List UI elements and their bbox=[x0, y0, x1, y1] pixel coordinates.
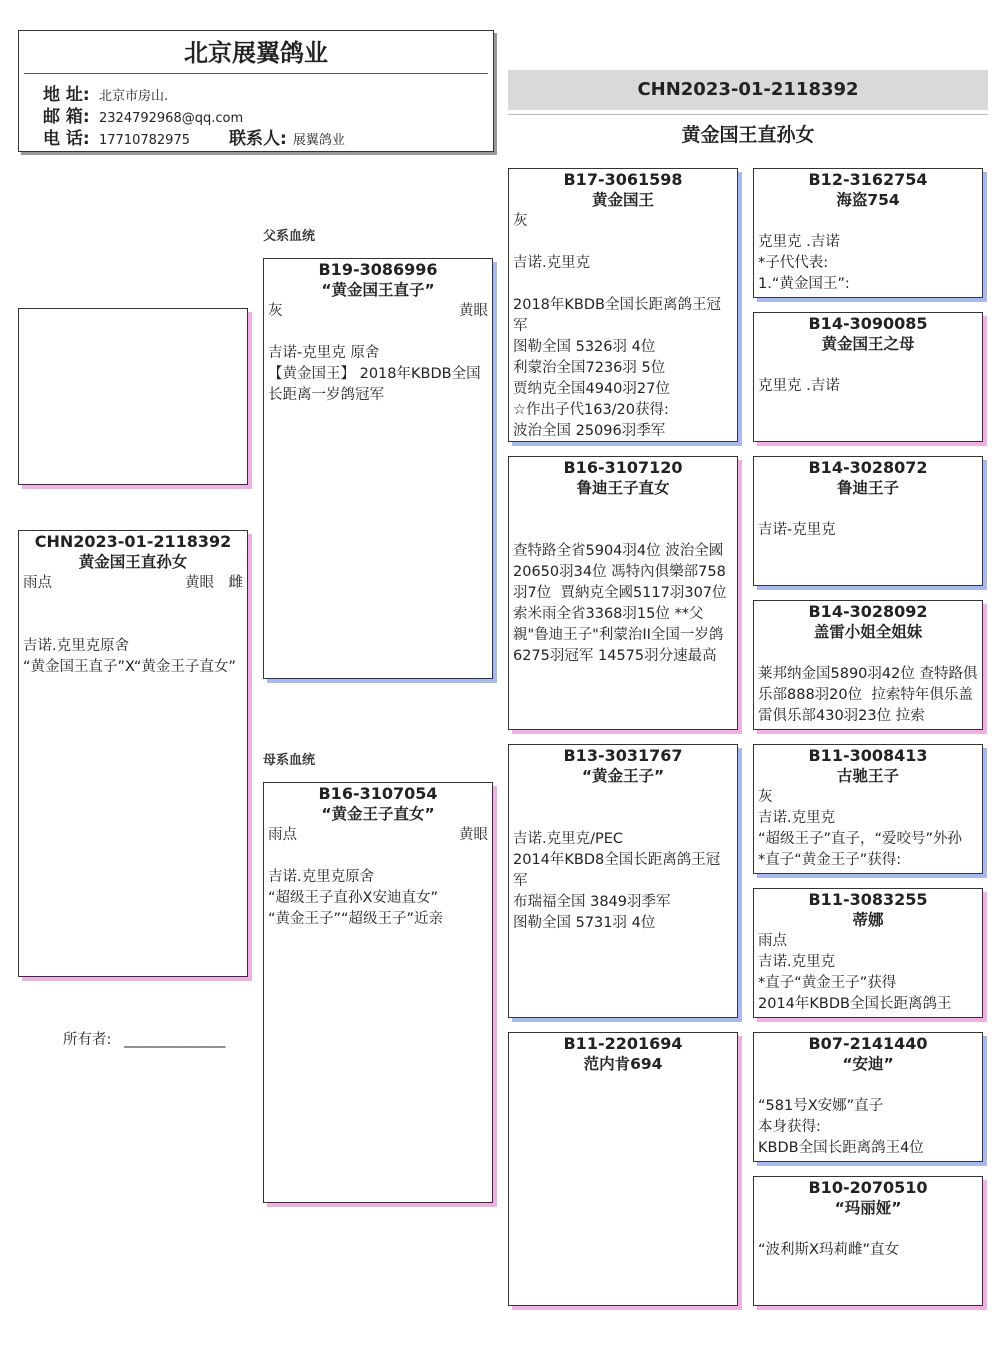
father-section-label: 父系血统 bbox=[263, 229, 316, 244]
pedigree-line bbox=[754, 643, 982, 664]
sire-line: 【黄金国王】 2018年KBDB全国长距离一岁鸽冠军 bbox=[268, 366, 481, 403]
pedigree-line bbox=[509, 787, 737, 808]
ring-number: B14-3028092 bbox=[808, 602, 928, 621]
sire-card bbox=[263, 258, 493, 679]
pedigree-line bbox=[509, 232, 737, 253]
pedigree-line bbox=[754, 1219, 982, 1240]
subject-name: 黄金国王直孙女 bbox=[78, 553, 188, 571]
bird-name: 黄金国王之母 bbox=[821, 335, 915, 353]
bird-name: 黄金国王 bbox=[591, 191, 654, 209]
pedigree-line bbox=[509, 274, 737, 295]
pedigree-line: 克里克 .吉诺 bbox=[758, 234, 840, 250]
pedigree-line bbox=[754, 1075, 982, 1096]
pedigree-line: 克里克 .吉诺 bbox=[758, 378, 840, 394]
dam-name: “黄金王子直女” bbox=[321, 805, 435, 823]
pedigree-line: 吉诺.克里克 bbox=[513, 255, 591, 271]
bird-name: 范内肯694 bbox=[583, 1055, 663, 1073]
pedigree-line: “581号X安娜”直子 bbox=[758, 1098, 884, 1114]
pedigree-line: *子代代表: bbox=[758, 255, 829, 271]
ring-number: B11-3083255 bbox=[808, 890, 928, 909]
pedigree-line: ☆作出子代163/20获得: bbox=[513, 402, 669, 418]
pedigree-line: 灰 bbox=[758, 789, 773, 805]
sire-sire-dam-card bbox=[753, 312, 983, 442]
subject-card bbox=[18, 530, 248, 977]
ring-number: B11-3008413 bbox=[808, 746, 928, 765]
sire-dam-dam-card bbox=[753, 600, 983, 730]
title-underline bbox=[508, 114, 988, 115]
ring-number: B11-2201694 bbox=[563, 1034, 683, 1053]
bird-name: 鲁迪王子直女 bbox=[576, 479, 670, 497]
dam-dam-sire-card bbox=[753, 1032, 983, 1162]
pedigree-line: 本身获得: bbox=[758, 1119, 821, 1135]
phone-value: 17710782975 bbox=[99, 133, 190, 148]
pedigree-line: 利蒙治全国7236羽 5位 bbox=[513, 360, 666, 376]
pedigree-line: 1.“黄金国王”: bbox=[758, 276, 850, 292]
dam-card bbox=[263, 782, 493, 1203]
pedigree-line bbox=[509, 520, 737, 541]
subject-line: 吉诺.克里克原舍 bbox=[23, 638, 130, 654]
pedigree-line bbox=[754, 499, 982, 520]
title-name: 黄金国王直孙女 bbox=[681, 124, 815, 146]
bird-name: “黄金王子” bbox=[581, 767, 665, 785]
pedigree-line: 吉诺-克里克 bbox=[758, 522, 836, 538]
pedigree-line: *直子“黄金王子”获得: bbox=[758, 852, 902, 868]
pedigree-line: 2014年KBD8全国长距离鸽王冠军 bbox=[513, 852, 721, 889]
bird-name: “玛丽娅” bbox=[834, 1199, 902, 1217]
address-value: 北京市房山. bbox=[99, 89, 169, 104]
pedigree-line: 莱邦纳金国5890羽42位 查特路俱乐部888羽20位 拉索特年俱乐盖雷俱乐部430羽23位 拉索 bbox=[758, 666, 978, 724]
bird-name: 蒂娜 bbox=[852, 911, 884, 929]
dam-eye: 黄眼 bbox=[459, 827, 488, 843]
pedigree-line: *直子“黄金王子”获得 bbox=[758, 975, 897, 991]
dam-sire-card bbox=[508, 744, 738, 1018]
contact-label: 联系人: bbox=[229, 129, 287, 149]
ring-number: B13-3031767 bbox=[563, 746, 683, 765]
ring-number: B17-3061598 bbox=[563, 170, 683, 189]
contact-value: 展翼鸽业 bbox=[292, 133, 345, 148]
phone-label: 电 话: bbox=[43, 129, 90, 149]
bird-name: 古驰王子 bbox=[836, 767, 899, 785]
bird-name: 盖雷小姐全姐妹 bbox=[813, 623, 923, 641]
title-ring: CHN2023-01-2118392 bbox=[637, 79, 859, 100]
bird-name: 海盗754 bbox=[836, 191, 900, 209]
sire-name: “黄金国王直子” bbox=[321, 281, 435, 299]
dam-line: 吉诺.克里克原舍 bbox=[268, 869, 375, 885]
sire-eye: 黄眼 bbox=[459, 303, 488, 319]
pedigree-line: “波利斯X玛莉雌”直女 bbox=[758, 1242, 899, 1258]
dam-dam-dam-card bbox=[753, 1176, 983, 1306]
owner-blank: ______________ bbox=[124, 1032, 226, 1048]
pedigree-line: 波治全国 25096羽季军 bbox=[513, 423, 666, 439]
company-name: 北京展翼鸽业 bbox=[184, 39, 328, 67]
dam-line: “黄金王子”“超级王子”近亲 bbox=[268, 911, 444, 927]
pedigree-line: 布瑞福全国 3849羽季军 bbox=[513, 894, 671, 910]
pedigree-line: 2018年KBDB全国长距离鸽王冠军 bbox=[513, 297, 721, 334]
ring-number: B14-3090085 bbox=[808, 314, 928, 333]
ring-number: B10-2070510 bbox=[808, 1178, 928, 1197]
pedigree-line: “超级王子”直子，“爱咬号”外孙 bbox=[758, 831, 963, 847]
pedigree-line: 吉诺.克里克 bbox=[758, 810, 836, 826]
pedigree-line: 图勒全国 5731羽 4位 bbox=[513, 915, 656, 931]
subject-line: “黄金国王直子”X“黄金王子直女” bbox=[23, 659, 236, 675]
sire-color: 灰 bbox=[268, 303, 283, 319]
pedigree-line: 2014年KBDB全国长距离鸽王 bbox=[758, 996, 952, 1012]
title-band bbox=[508, 70, 988, 110]
dam-sire-dam-card bbox=[753, 888, 983, 1018]
pedigree-line bbox=[509, 808, 737, 829]
owner-field bbox=[63, 1028, 226, 1049]
mother-section-label: 母系血统 bbox=[263, 753, 316, 768]
sire-sire-sire-card bbox=[753, 168, 983, 298]
subject-eye-sex: 黄眼 雌 bbox=[185, 575, 243, 591]
pedigree-line bbox=[754, 211, 982, 232]
ring-number: B16-3107120 bbox=[563, 458, 683, 477]
sire-dam-card bbox=[508, 456, 738, 730]
bird-name: 鲁迪王子 bbox=[836, 479, 899, 497]
pedigree-line: KBDB全国长距离鸽王4位 bbox=[758, 1140, 924, 1156]
pedigree-line: 吉诺.克里克 bbox=[758, 954, 836, 970]
ring-number: B14-3028072 bbox=[808, 458, 928, 477]
address-label: 地 址: bbox=[43, 85, 90, 105]
dam-ring: B16-3107054 bbox=[318, 784, 438, 803]
subject-color: 雨点 bbox=[23, 575, 52, 591]
sire-line: 吉诺-克里克 原舍 bbox=[268, 345, 380, 361]
email-value: 2324792968@qq.com bbox=[99, 111, 244, 126]
dam-color: 雨点 bbox=[268, 827, 297, 843]
header-card bbox=[18, 30, 494, 152]
pedigree-line bbox=[754, 355, 982, 376]
header-divider bbox=[24, 73, 488, 74]
dam-sire-sire-card bbox=[753, 744, 983, 874]
sire-dam-sire-card bbox=[753, 456, 983, 586]
owner-label: 所有者: bbox=[63, 1032, 112, 1048]
dam-dam-card bbox=[508, 1032, 738, 1306]
dam-line: “超级王子直孙X安迪直女” bbox=[268, 890, 438, 906]
ring-number: B07-2141440 bbox=[808, 1034, 928, 1053]
pedigree-line: 贾纳克全国4940羽27位 bbox=[513, 381, 670, 397]
subject-ring: CHN2023-01-2118392 bbox=[34, 532, 232, 551]
pedigree-line bbox=[509, 499, 737, 520]
photo-box bbox=[18, 308, 248, 485]
pedigree-line: 灰 bbox=[513, 213, 528, 229]
sire-sire-card bbox=[508, 168, 738, 442]
ring-number: B12-3162754 bbox=[808, 170, 928, 189]
pedigree-line: 吉诺.克里克/PEC bbox=[513, 831, 624, 847]
sire-ring: B19-3086996 bbox=[318, 260, 438, 279]
pedigree-line: 查特路全省5904羽4位 波治全國20650羽34位 馮特內俱樂部758羽7位 賈納克全國5117羽307位 索米雨全省3368羽15位 **父親"鲁迪王子"利蒙治II全国一岁鸽 6275羽冠军 14575羽分速最高 bbox=[513, 543, 736, 664]
pedigree-line: 图勒全国 5326羽 4位 bbox=[513, 339, 656, 355]
pedigree-line: 雨点 bbox=[758, 933, 787, 949]
bird-name: “安迪” bbox=[842, 1055, 894, 1073]
email-label: 邮 箱: bbox=[43, 107, 90, 127]
